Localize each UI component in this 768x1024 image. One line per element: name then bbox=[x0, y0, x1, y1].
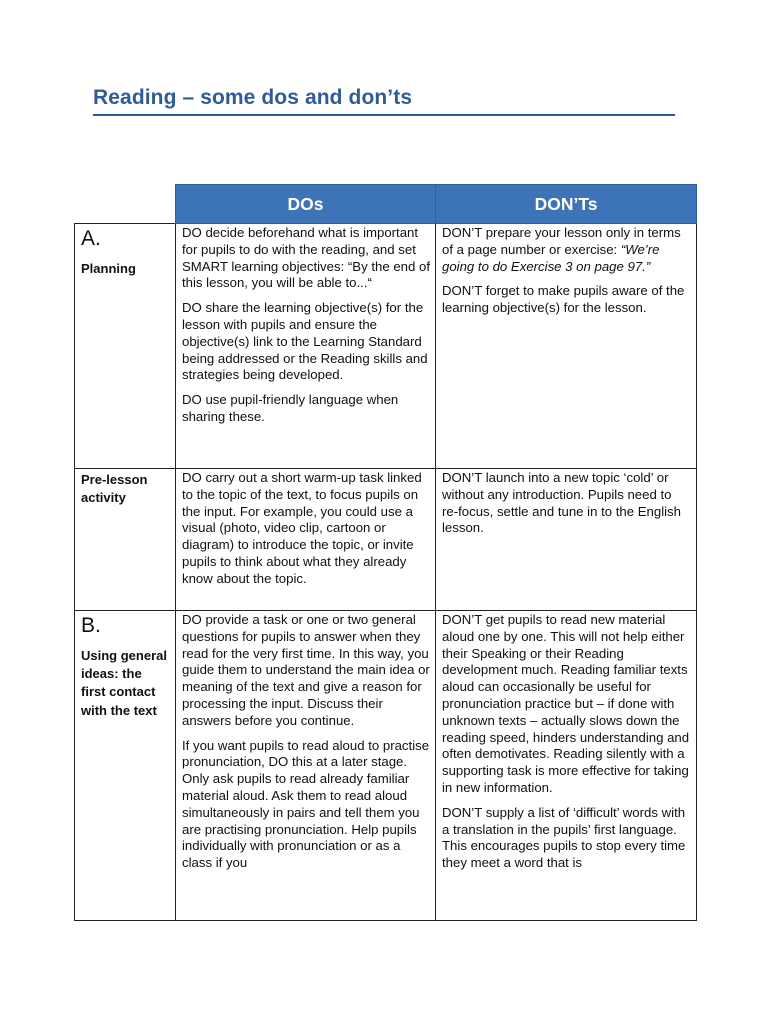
header-donts: DON’Ts bbox=[436, 185, 697, 224]
table-row bbox=[75, 469, 697, 611]
empty-corner-cell bbox=[75, 185, 176, 224]
title-underline bbox=[93, 114, 675, 116]
donts-quote: “We’re going to do Exercise 3 on page 97.” bbox=[442, 241, 660, 274]
section-letter: A. bbox=[81, 227, 101, 250]
row-label-cell bbox=[75, 224, 176, 469]
dos-paragraph: DO carry out a short warm-up task linked to the topic of the text, to focus pupils on the input. For example, you could use a visual (photo, video clip, cartoon or diagram) to introduce the topic, or invite pupils to think about what they already know about the topic. bbox=[182, 470, 422, 586]
row-label-cell bbox=[75, 611, 176, 921]
donts-paragraph: DON’T supply a list of ‘difficult’ words with a translation in the pupils’ first language. This encourages pupils to stop every time they meet a word that is bbox=[442, 804, 686, 871]
header-dos: DOs bbox=[176, 185, 436, 224]
dos-donts-table bbox=[74, 184, 696, 921]
row-label: Using general ideas: the first contact with the text bbox=[81, 648, 167, 718]
donts-cell bbox=[436, 469, 697, 611]
page-title: Reading – some dos and don’ts bbox=[93, 86, 413, 109]
donts-cell bbox=[436, 224, 697, 469]
row-label-cell bbox=[75, 469, 176, 611]
donts-paragraph bbox=[442, 225, 691, 275]
table-row bbox=[75, 224, 697, 469]
table-header-row bbox=[75, 185, 697, 224]
dos-cell bbox=[176, 611, 436, 921]
donts-cell bbox=[436, 611, 697, 921]
table-row bbox=[75, 611, 697, 921]
donts-paragraph: DON’T get pupils to read new material aloud one by one. This will not help either their Speaking or their Reading development much. Reading familiar texts aloud can occasionally be useful for pronunciation practice but – if done with unknown texts – actually slows down the reading speed, hinders understanding and often demotivates. Reading silently with a supporting task is more effective for taking in new information. bbox=[442, 612, 690, 795]
donts-paragraph: DON’T launch into a new topic ‘cold’ or without any introduction. Pupils need to re-focus, settle and tune in to the English lesson. bbox=[442, 470, 681, 536]
row-label: Planning bbox=[81, 261, 136, 276]
dos-paragraph: DO decide beforehand what is important for pupils to do with the reading, and set SMART learning objectives: “By the end of this lesson, you will be able to...“ bbox=[182, 225, 431, 291]
dos-cell bbox=[176, 224, 436, 469]
dos-paragraph: If you want pupils to read aloud to practise pronunciation, DO this at a later stage. Only ask pupils to read already familiar material aloud. Ask them to read aloud simultaneously in pairs and tell them you are practising pronunciation. Help pupils individually with pronunciation or as a class if you bbox=[182, 737, 430, 871]
section-letter: B. bbox=[81, 614, 101, 637]
dos-paragraph: DO share the learning objective(s) for the lesson with pupils and ensure the objective(s) link to the Learning Standard being addressed or the Reading skills and strategies being developed. bbox=[182, 300, 428, 383]
donts-paragraph: DON’T forget to make pupils aware of the learning objective(s) for the lesson. bbox=[442, 283, 685, 316]
dos-paragraph: DO provide a task or one or two general questions for pupils to answer when they read for the very first time. In this way, you guide them to understand the main idea or meaning of the text and give a reason for processing the input. Discuss their answers before you continue. bbox=[182, 612, 430, 728]
dos-cell bbox=[176, 469, 436, 611]
donts-text: DON’T prepare your lesson only in terms of a page number or exercise: bbox=[442, 225, 681, 257]
row-label: Pre-lesson activity bbox=[81, 472, 148, 506]
dos-paragraph: DO use pupil-friendly language when sharing these. bbox=[182, 392, 399, 424]
